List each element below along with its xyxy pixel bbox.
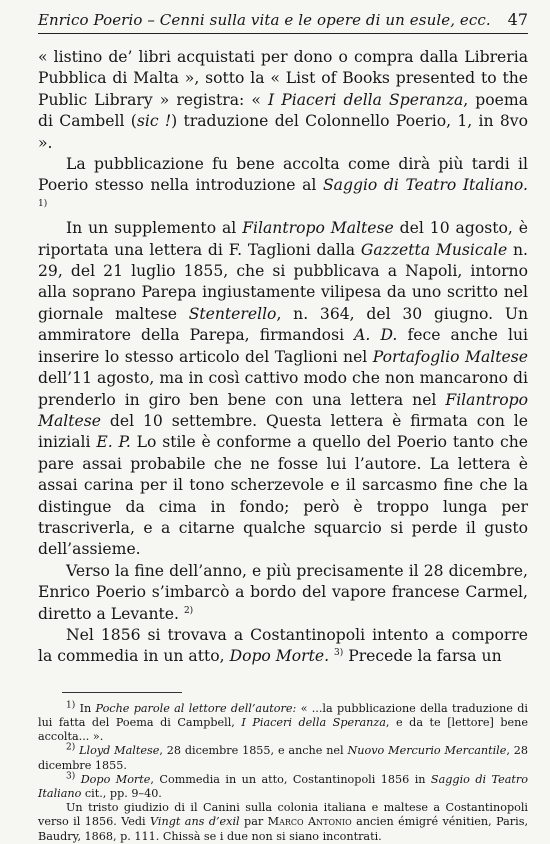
- footnote-marker: 1): [38, 198, 48, 209]
- italic-run: sic !: [136, 112, 172, 131]
- italic-run: Nuovo Mercurio Mercantile: [347, 744, 507, 758]
- text-run: « listino de’ libri acquistati per dono o compra dalla Libreria Pubblica di Malta », sotto la « List of Books presented to the Public Library » registra: «: [38, 48, 528, 109]
- footnote-3-continuation: [38, 801, 528, 844]
- italic-run: E. P.: [96, 433, 131, 452]
- paragraph-4: [38, 561, 528, 625]
- text-run: del 10 settembre. Questa lettera è firmata con le iniziali: [38, 411, 528, 452]
- text-run: par: [239, 815, 268, 829]
- text-run: « ...la pubblicazione della traduzione di lui fatta del Poema di Campbell,: [38, 701, 528, 729]
- footnotes: [38, 702, 528, 844]
- italic-run: Saggio di Teatro Italiano.: [323, 176, 528, 195]
- text-run: ancien émigré vénitien, Paris, Baudry, 1868, p. 111. Chissà se i due non si siano incontrati.: [38, 815, 529, 843]
- running-title: Enrico Poerio – Cenni sulla vita e le opere di un esule, ecc.: [38, 11, 491, 29]
- italic-run: Filantropo Maltese: [38, 390, 528, 430]
- footnote-number: 1): [66, 700, 76, 711]
- text-run: Lo stile è conforme a quello del Poerio tanto che pare assai probabile che ne fosse lui l’autore. La lettera è assai carina per il tono scherzevole e il sarcasmo fine che la distingue da cima in fondo; però è troppo lunga per trascriverla, e a citarne qualche squarcio si perde il gusto dell’assieme.: [38, 433, 528, 559]
- italic-run: I Piaceri della Speranza: [267, 90, 464, 109]
- text-run: La pubblicazione fu bene accolta come dirà più tardi il Poerio stesso nella introduzione al: [38, 155, 528, 195]
- book-page: [38, 6, 528, 844]
- paragraph-2: [38, 154, 528, 218]
- footnote-2: [38, 744, 528, 772]
- italic-run: Saggio di Teatro Italiano: [38, 772, 528, 800]
- text-run: n. 29, del 21 luglio 1855, che si pubblicava a Napoli, intorno alla soprano Parepa ingiustamente vilipesa da uno scritto nel giornale maltese: [38, 240, 528, 323]
- footnote-marker: 3): [334, 648, 344, 659]
- body-text: [38, 47, 528, 668]
- text-run: Precede la farsa un: [343, 647, 502, 666]
- footnote-separator: [62, 692, 182, 693]
- running-header: [38, 6, 528, 30]
- text-run: fece anche lui inserire lo stesso articolo del Taglioni nel: [38, 326, 529, 366]
- italic-run: A. D.: [354, 326, 398, 345]
- footnote-3: [38, 773, 528, 801]
- text-run: Un tristo giudizio di il Canini sulla colonia italiana e maltese a Costantinopoli verso il 1856. Vedi: [38, 801, 528, 829]
- italic-run: Dopo Morte.: [229, 647, 330, 666]
- text-run: Verso la fine dell’anno, e più precisamente il 28 dicembre, Enrico Poerio s’imbarcò a bordo del vapore francese Carmel, diretto a Levante.: [38, 561, 528, 623]
- small-caps-run: Marco Antonio: [267, 815, 352, 829]
- footnote-1: [38, 702, 528, 745]
- paragraph-5: [38, 625, 528, 668]
- text-run: , Commedia in un atto, Costantinopoli 1856 in: [150, 772, 431, 786]
- footnote-number: 3): [66, 771, 76, 782]
- header-rule: [38, 33, 528, 34]
- text-run: Nel 1856 si trovava a Costantinopoli intento a comporre la commedia in un atto,: [38, 625, 528, 666]
- text-run: In un supplemento al: [66, 219, 243, 238]
- text-run: cit., pp. 9–40.: [81, 787, 162, 800]
- page-number: 47: [507, 10, 528, 29]
- italic-run: Stenterello: [188, 304, 277, 323]
- text-run: In: [75, 701, 96, 715]
- text-run: , 28 dicembre 1855, e anche nel: [159, 744, 348, 758]
- text-run: , n. 364, del 30 giugno. Un ammiratore della Parepa, firmandosi: [38, 304, 528, 345]
- italic-run: Lloyd Maltese: [79, 744, 160, 758]
- footnote-marker: 2): [183, 605, 194, 616]
- text-run: , 28 dicembre 1855.: [38, 744, 528, 772]
- text-run: del 10 agosto, è riportata una lettera di F. Taglioni dalla: [38, 219, 528, 259]
- italic-run: Filantropo Maltese: [242, 219, 394, 238]
- italic-run: Portafoglio Maltese: [372, 347, 528, 366]
- text-run: , e da te [lettore] bene accolta... ».: [38, 715, 528, 744]
- italic-run: I Piaceri della Speranza: [241, 715, 386, 729]
- italic-run: Gazzetta Musicale: [360, 240, 508, 259]
- text-run: ) traduzione del Colonnello Poerio, 1, in 8vo ».: [38, 112, 528, 152]
- italic-run: Dopo Morte: [80, 772, 151, 786]
- paragraph-1: [38, 47, 528, 154]
- footnote-number: 2): [66, 742, 76, 753]
- text-run: , poema di Cambell (: [38, 90, 528, 131]
- italic-run: Poche parole al lettore dell’autore:: [95, 701, 297, 715]
- italic-run: Vingt ans d’exil: [150, 815, 240, 829]
- text-run: dell’11 agosto, ma in così cattivo modo che non mancarono di prenderlo in giro ben bene con una lettera nel: [38, 369, 528, 409]
- paragraph-3: [38, 218, 528, 561]
